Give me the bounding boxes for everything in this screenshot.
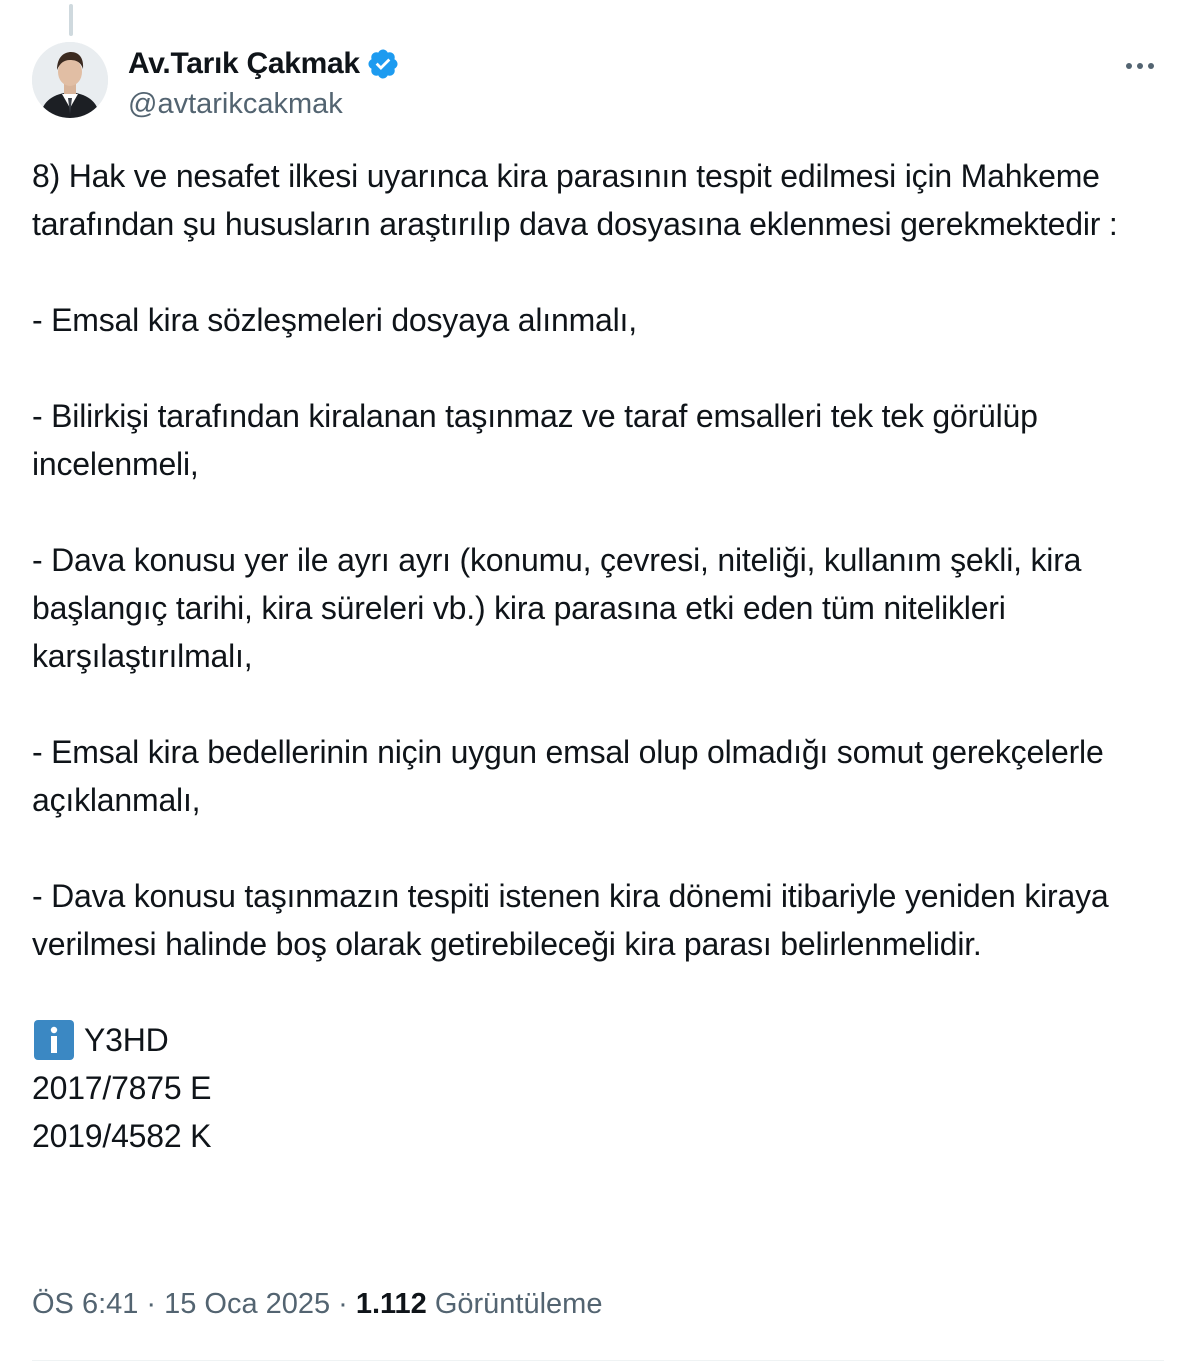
paragraph-gap [32, 968, 1172, 1016]
meta-separator: · [146, 1288, 157, 1320]
avatar[interactable] [32, 42, 108, 118]
tweet-date[interactable]: 15 Oca 2025 [164, 1288, 331, 1320]
verified-badge-icon[interactable] [366, 47, 400, 81]
paragraph-gap [32, 824, 1172, 872]
reference-docket: 2017/7875 E [32, 1070, 212, 1106]
display-name-row [128, 44, 400, 84]
views-count[interactable]: 1.112 [355, 1288, 427, 1320]
thread-connector-line [69, 4, 73, 36]
tweet-text [32, 152, 1172, 1160]
tweet-intro: 8) Hak ve nesafet ilkesi uyarınca kira parasının tespit edilmesi için Mahkeme tarafından şu hususların araştırılıp dava dosyasına eklenmesi gerekmektedir : [32, 158, 1118, 242]
list-item: - Emsal kira bedellerinin niçin uygun emsal olup olmadığı somut gerekçelerle açıklanmalı, [32, 734, 1113, 818]
author-handle[interactable]: @avtarikcakmak [128, 88, 343, 120]
paragraph-gap [32, 488, 1172, 536]
reference-decision: 2019/4582 K [32, 1118, 212, 1154]
list-item: - Emsal kira sözleşmeleri dosyaya alınmalı, [32, 302, 637, 338]
tweet-time[interactable]: ÖS 6:41 [32, 1288, 139, 1320]
divider [32, 1360, 1164, 1361]
information-icon [34, 1020, 74, 1060]
avatar-image [32, 42, 108, 118]
author-display-name[interactable]: Av.Tarık Çakmak [128, 47, 360, 80]
paragraph-gap [32, 344, 1172, 392]
views-label[interactable]: Görüntüleme [434, 1288, 603, 1320]
list-item: - Dava konusu taşınmazın tespiti istenen kira dönemi itibariyle yeniden kiraya verilmesi halinde boş olarak getirebileceği kira parası belirlenmelidir. [32, 878, 1118, 962]
reference-court-line [32, 1016, 1172, 1064]
list-item: - Dava konusu yer ile ayrı ayrı (konumu, çevresi, niteliği, kullanım şekli, kira başlangıç tarihi, kira süreleri vb.) kira parasına etki eden tüm nitelikleri karşılaştırılmalı, [32, 542, 1090, 674]
author-info [128, 44, 400, 121]
list-item: - Bilirkişi tarafından kiralanan taşınmaz ve taraf emsalleri tek tek görülüp incelenmeli, [32, 398, 1047, 482]
meta-separator: · [338, 1288, 348, 1320]
paragraph-gap [32, 680, 1172, 728]
reference-court: Y3HD [84, 1022, 169, 1058]
paragraph-gap [32, 248, 1172, 296]
tweet-header [32, 42, 1164, 126]
tweet-meta [32, 1288, 602, 1321]
more-horizontal-icon[interactable] [1120, 46, 1160, 86]
